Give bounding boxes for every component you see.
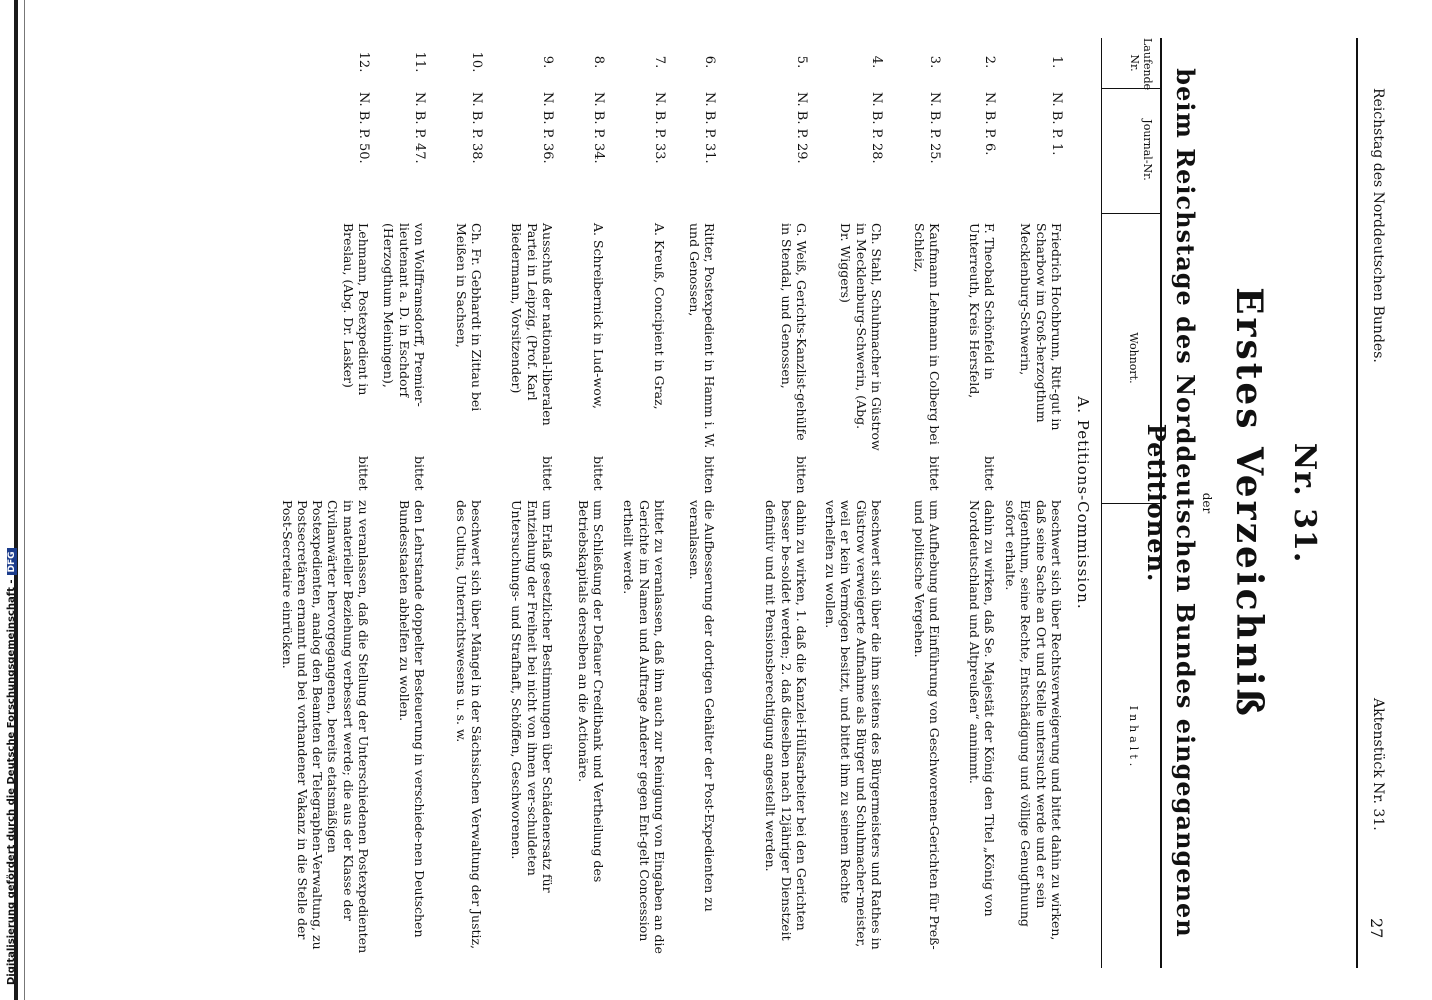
row-journal-nr: N. B. P. 6. — [982, 92, 997, 156]
row-number: 11. — [412, 51, 427, 73]
row-petitioner: Ch. Stahl, Schuhmacher in Güstrow in Mecklenburg-Schwerin, (Abg. Dr. Wiggers) — [838, 223, 884, 451]
document-der: der — [1200, 492, 1214, 514]
section-title: A. Petitions-Commission. — [1074, 396, 1092, 610]
row-petitioner: Friedrich Hochbrunn, Ritt-gut in Scharbow im Groß-herzogthum Mecklenburg-Schwerin, — [1018, 223, 1064, 431]
page-content — [279, 38, 1392, 968]
document-title: Erstes Verzeichniß — [1228, 287, 1270, 719]
row-content: beschwert sich über die ihm seitens des Bürgermeisters und Rathes in Güstrow verweigerte Aufnahme als Bürger und Schuhmacher-meister, weil er kein Vermögen besitzt, und bittet ihm zu seinem Rechte verhelfen zu wollen. — [823, 500, 884, 950]
row-content: zu veranlassen, daß die Stellung der Unterschiedenen Postexpedienten in materieller Beziehung verbessert werde; die aus der Klasse der Civilanwärter hervorgegangenen, bereits etatsmäßigen Postexpedienten, analog den Beamten der Telegraphen-Verwaltung, zu Postsecretären ernannt und bei vorhandener Vakanz in die Stelle der Post-Secretaire einrücken. — [279, 500, 371, 954]
document-subtitle: beim Reichstage des Norddeutschen Bundes eingegangenen Petitionen. — [1142, 68, 1200, 938]
header-laufende-nr: Laufende Nr. — [1127, 38, 1154, 91]
row-verb: bitten — [702, 456, 717, 494]
running-head-right: Aktenstück Nr. 31. — [1370, 698, 1386, 831]
row-petitioner: von Wolfframsdorff, Premier-lieutenant a. D. in Eschdorf (Herzogthum Meiningen), — [381, 223, 427, 407]
row-content: um Aufhebung und Einführung von Geschworenen-Gerichten für Preß- und politische Vergehen. — [911, 500, 942, 950]
rotated-page — [122, 0, 1432, 1000]
row-journal-nr: N. B. P. 33. — [652, 92, 667, 164]
page-number: 27 — [1367, 918, 1386, 939]
row-verb: bittet — [982, 456, 997, 491]
running-head-left: Reichstag des Norddeutschen Bundes. — [1370, 88, 1386, 363]
running-head — [1360, 38, 1386, 968]
row-petitioner: A. Schreibernick in Lud-wow, — [591, 223, 606, 409]
row-number: 8. — [591, 55, 606, 69]
row-journal-nr: N. B. P. 1. — [1049, 92, 1064, 156]
header-journal-nr: Journal-Nr. — [1141, 119, 1154, 181]
row-petitioner: Ritter, Postexpedient in Hamm i. W. und Genossen, — [686, 223, 717, 449]
row-number: 5. — [794, 55, 809, 69]
row-verb: bittet — [540, 456, 555, 491]
dfg-logo: DFG — [7, 548, 17, 575]
row-number: 10. — [469, 51, 484, 73]
top-rule — [1356, 38, 1358, 968]
document-number: Nr. 31. — [1287, 442, 1322, 564]
header-wohnort: Wohnort. — [1127, 332, 1140, 384]
row-number: 3. — [927, 55, 942, 69]
row-petitioner: G. Weiß, Gerichts-Kanzlist-gehülfe in Stendal, und Genossen, — [778, 223, 809, 441]
header-rule-bottom — [1101, 38, 1102, 968]
binding-edge-line — [24, 0, 25, 1000]
row-petitioner: Ausschuß der national-liberalen Partei in Leipzig, (Prof. Karl Biedermann, Vorsitzender) — [509, 223, 555, 426]
row-petitioner: Lehmann, Postexpedient in Breslau, (Abg. Dr. Lasker) — [340, 223, 371, 396]
row-number: 12. — [356, 51, 371, 73]
column-divider — [1102, 503, 1162, 504]
row-petitioner: Kaufmann Lehmann in Colberg bei Schleiz, — [911, 223, 942, 445]
row-petitioner: F. Theobald Schönfeld in Unterreuth, Kreis Hersfeld, — [966, 223, 997, 399]
row-content: den Lehrstande doppelter Besteuerung in verschiede-nen Deutschen Bundesstaaten abhelfen zu wollen. — [396, 500, 427, 938]
row-content: dahin zu wirken, daß Se. Majestät der König den Titel „König von Norddeutschland und Altpreußen“ annimmt. — [966, 500, 997, 917]
row-journal-nr: N. B. P. 38. — [469, 92, 484, 164]
row-journal-nr: N. B. P. 28. — [869, 92, 884, 164]
row-journal-nr: N. B. P. 50. — [356, 92, 371, 164]
row-content: bittet zu veranlassen, daß ihm auch zur Reinigung von Eingaben an die Gerichte im Namen und Auftrage Anderer gegen Ent-gelt Concession ertheilt werde. — [621, 500, 667, 954]
row-journal-nr: N. B. P. 47. — [412, 92, 427, 164]
row-verb: bittet — [927, 456, 942, 491]
row-petitioner: A. Kreuß, Concipient in Graz, — [652, 223, 667, 410]
row-number: 7. — [652, 55, 667, 69]
row-number: 9. — [540, 55, 555, 69]
row-content: um Erlaß gesetzlicher Bestimmungen über Schädenersatz für Entziehung der Freiheit bei nicht von ihnen ver-schuldeten Untersuchungs- und Strafhaft, Schöffen, Geschworenen. — [509, 500, 555, 893]
row-number: 1. — [1049, 55, 1064, 69]
petition-table — [279, 38, 1162, 968]
row-content: die Aufbesserung der dortigen Gehälter der Post-Expedienten zu veranlassen. — [686, 500, 717, 912]
row-verb: bittet — [356, 456, 371, 491]
digitization-credit — [6, 548, 17, 985]
row-verb: bitten — [794, 456, 809, 494]
row-verb: bittet — [591, 456, 606, 491]
row-petitioner: Ch. Fr. Gebhardt in Zittau bei Meißen in Sachsen, — [453, 223, 484, 412]
row-content: beschwert sich über Rechtsverweigerung und bittet dahin zu wirken, daß seine Sache an Ort und Stelle untersucht werde und er sein Eigenthum, seine Rechte, Entschädigung und völlige Genugthuung sofort erhalte. — [1003, 500, 1064, 941]
row-number: 4. — [869, 55, 884, 69]
row-journal-nr: N. B. P. 34. — [591, 92, 606, 164]
row-journal-nr: N. B. P. 25. — [927, 92, 942, 164]
row-number: 2. — [982, 55, 997, 69]
credit-text: Digitalisierung gefördert durch die Deutsche Forschungsgemeinschaft - — [6, 579, 17, 985]
row-journal-nr: N. B. P. 29. — [794, 92, 809, 164]
header-inhalt: Inhalt. — [1127, 705, 1140, 771]
row-verb: bittet — [412, 456, 427, 491]
column-divider — [1102, 213, 1162, 214]
row-journal-nr: N. B. P. 36. — [540, 92, 555, 164]
row-number: 6. — [702, 55, 717, 69]
row-content: dahin zu wirken, 1. daß die Kanzlei-Hülfsarbeiter bei den Gerichten besser be-soldet werden; 2. daß dieselben nach 12jähriger Dienstzeit definitiv und mit Pensionsberechtigung angestellt werden. — [763, 500, 809, 941]
row-journal-nr: N. B. P. 31. — [702, 92, 717, 164]
row-content: um Schließung der Defauer Creditbank und Vertheilung des Betriebskapitals derselben an die Actionäre. — [575, 500, 606, 883]
row-content: beschwert sich über Mängel in der Sächsischen Verwaltung der Justiz, des Cultus, Unterrichtswesens u. s. w. — [453, 500, 484, 950]
